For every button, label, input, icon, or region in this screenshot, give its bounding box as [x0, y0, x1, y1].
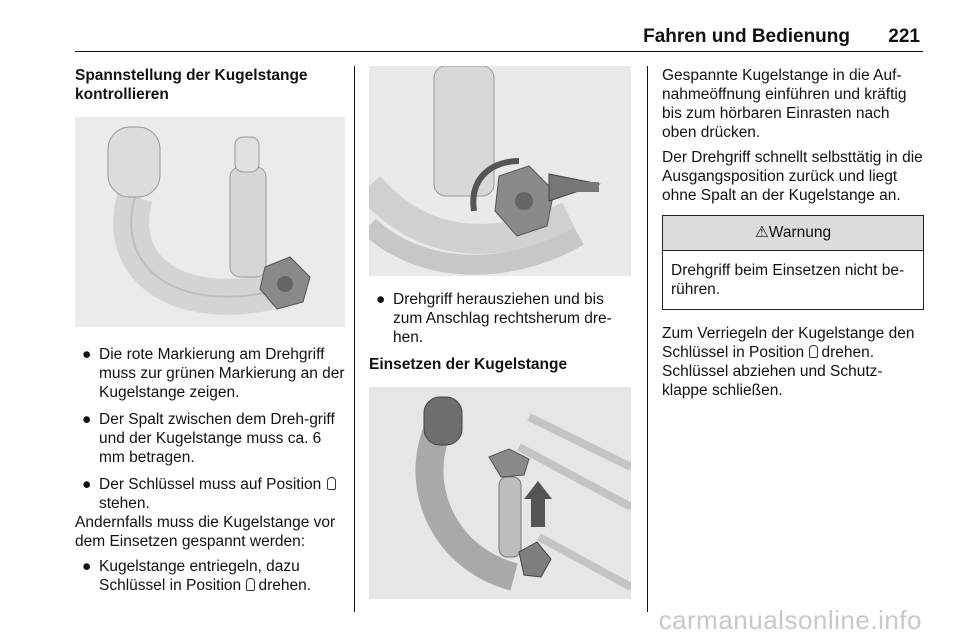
paragraph-insert: Gespannte Kugelstange in die Auf-nahmeöffnung einführen und kräftig bis zum hörbaren Einrasten nach oben drücken.: [662, 67, 907, 141]
paragraph-handle-return: Der Drehgriff schnellt selbsttätig in die Ausgangsposition zurück und liegt ohne Spalt an der Kugelstange an.: [662, 149, 923, 204]
header-divider: [75, 51, 923, 52]
warning-text: Drehgriff beim Einsetzen nicht be-rühren.: [671, 262, 905, 298]
column-1: [75, 66, 345, 603]
watermark: carmanualsonline.info: [658, 605, 922, 635]
warning-title: Warnung: [768, 224, 832, 241]
column-3: [662, 66, 924, 400]
unlocked-key-position-icon: [246, 578, 255, 591]
unlock-list: [75, 557, 345, 595]
column-2: [369, 66, 631, 599]
paragraph-lock: Zum Verriegeln der Kugelstange den Schlüssel in Position drehen. Schlüssel abziehen und Schutz-klappe schließen.: [662, 325, 915, 399]
unlocked-key-position-icon: [327, 477, 336, 490]
column-divider-2: [647, 66, 648, 612]
heading-einsetzen: Einsetzen der Kugelstange: [369, 356, 568, 373]
list-item: ● Die rote Markierung am Drehgriff muss zur grünen Markierung an der Kugelstange zeigen.: [82, 346, 345, 401]
pull-list: [369, 290, 631, 347]
check-list: [75, 345, 345, 513]
list-item: ● Kugelstange entriegeln, dazu Schlüssel in Position drehen.: [82, 558, 312, 594]
heading-spannstellung: Spannstellung der Kugelstange kontrollieren: [75, 67, 308, 103]
warning-triangle-icon: ⚠: [754, 224, 769, 241]
list-item: ● Der Spalt zwischen dem Dreh-griff und der Kugelstange muss ca. 6 mm betragen.: [82, 411, 335, 466]
figure-insert-ball-bar: [369, 387, 631, 599]
warning-box: [662, 215, 924, 310]
list-item: ● Der Schlüssel muss auf Position stehen.: [75, 475, 345, 513]
insert-ball-bar-illustration: [369, 387, 631, 599]
section-title: Fahren und Bedienung: [643, 26, 850, 47]
figure-pull-handle: [369, 66, 631, 276]
tow-bar-illustration: [75, 117, 345, 327]
page-number: 221: [888, 26, 920, 47]
handle-pull-illustration: [369, 66, 631, 276]
locked-key-position-icon: [809, 345, 818, 358]
list-item: ● Drehgriff herausziehen und bis zum Anschlag rechtsherum dre-hen.: [376, 291, 612, 346]
paragraph-otherwise: Andernfalls muss die Kugelstange vor dem Einsetzen gespannt werden:: [75, 514, 336, 550]
figure-ball-bar-tensioned: [75, 117, 345, 327]
column-divider-1: [354, 66, 355, 612]
warning-header: [663, 216, 923, 251]
